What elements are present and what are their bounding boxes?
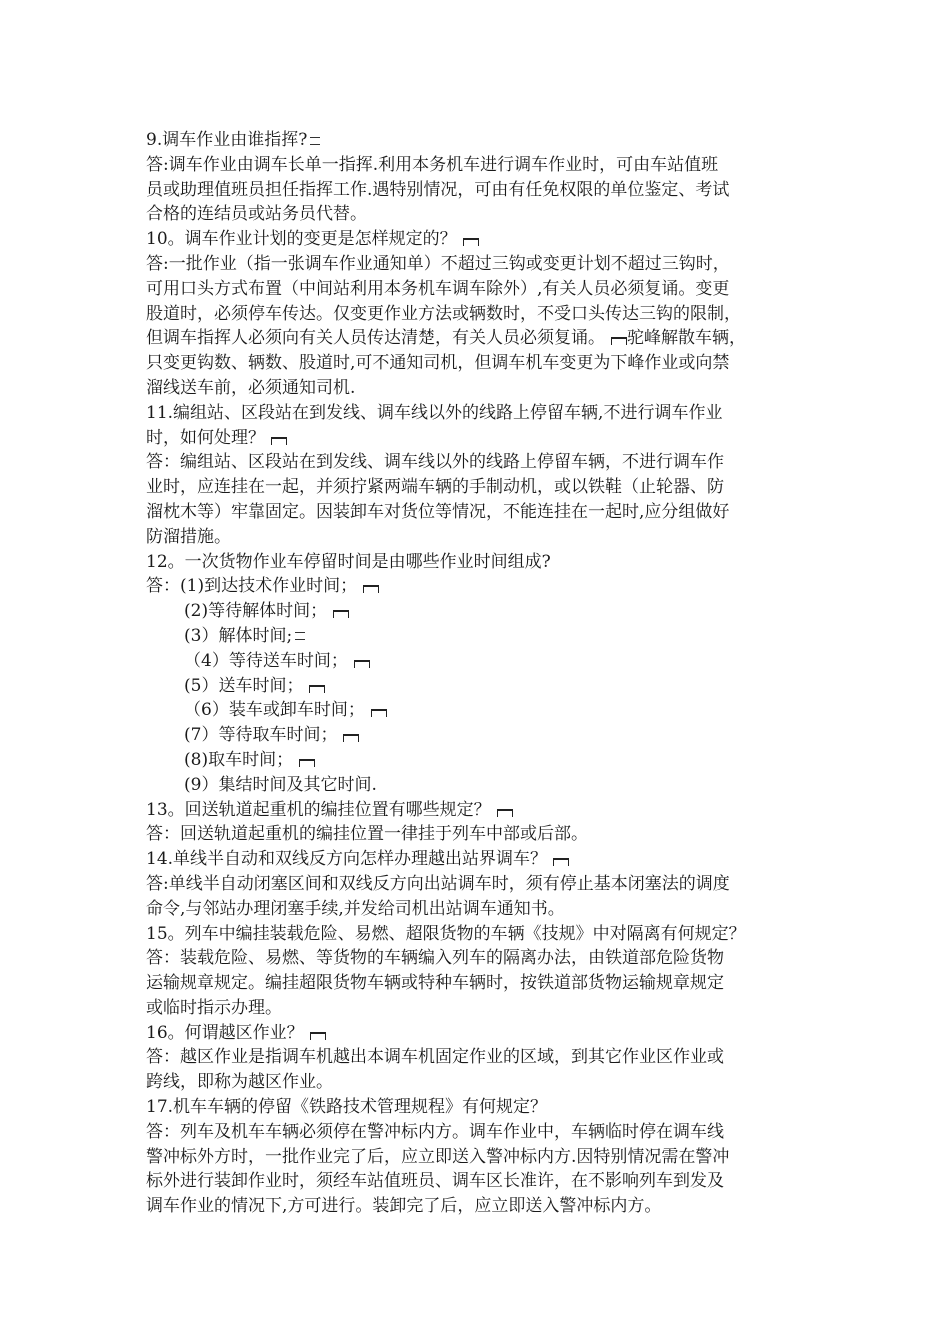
text-line [146,227,826,252]
text-line [146,1021,826,1046]
list-item: (9）集结时间及其它时间. [184,774,377,795]
return-mark-icon [310,1032,326,1040]
text-line: 答：越区作业是指调车机越出本调车机固定作业的区域，到其它作业区作业或 [146,1047,724,1068]
text-line: 溜线送车前，必须通知司机. [146,377,356,398]
question-13: 13。回送轨道起重机的编挂位置有哪些规定？ [146,799,491,820]
text-line [146,128,826,153]
text-line: 防溜措施。 [146,526,231,547]
return-mark-icon [363,585,379,593]
text-line: 运输规章规定。编挂超限货物车辆或特种车辆时，按铁道部货物运输规章规定 [146,973,724,994]
list-item: （6）装车或卸车时间； [146,698,826,723]
question-9: 9.调车作业由谁指挥? [146,130,308,150]
text-line: 合格的连结员或站务员代替。 [146,204,367,225]
list-item: （4）等待送车时间； [146,649,826,674]
text-line: 答:调车作业由调车长单一指挥.利用本务机车进行调车作业时，可由车站值班 [146,154,719,175]
text-line [146,847,826,872]
return-mark-icon [343,734,359,742]
document-body [146,128,826,1219]
text-line: 12。一次货物作业车停留时间是由哪些作业时间组成? [146,551,551,572]
return-mark-icon [354,660,370,668]
text-line: 或临时指示办理。 [146,997,282,1018]
text-line: 答：编组站、区段站在到发线、调车线以外的线路上停留车辆，不进行调车作 [146,452,724,473]
return-mark-icon [611,337,627,345]
text-line: 标外进行装卸作业时，须经车站值班员、调车区长准许，在不影响列车到发及 [146,1171,724,1192]
text-line: 命令,与邻站办理闭塞手续,并发给司机出站调车通知书。 [146,898,565,919]
return-mark-icon [271,437,287,445]
edit-mark-icon [310,137,320,145]
text-line: 时，如何处理？ [146,426,826,451]
text-line: 答：列车及机车车辆必须停在警冲标内方。调车作业中，车辆临时停在调车线 [146,1121,724,1142]
text-line: 答：回送轨道起重机的编挂位置一律挂于列车中部或后部。 [146,824,588,845]
edit-mark-icon [295,632,305,640]
text-line [146,798,826,823]
return-mark-icon [309,685,325,693]
question-14: 14.单线半自动和双线反方向怎样办理越出站界调车？ [146,849,548,870]
text-line: 股道时，必须停车传达。仅变更作业方法或辆数时，不受口头传达三钩的限制， [146,303,741,324]
text-line: 答:一批作业（指一张调车作业通知单）不超过三钩或变更计划不超过三钩时， [146,253,730,274]
question-16: 16。何谓越区作业？ [146,1022,304,1043]
list-item: (7）等待取车时间； [146,723,826,748]
list-item: (2)等待解体时间； [146,599,826,624]
return-mark-icon [463,238,479,246]
text-line: 调车作业的情况下,方可进行。装卸完了后，应立即送入警冲标内方。 [146,1196,662,1217]
text-line: 答：(1)到达技术作业时间； [146,574,826,599]
text-line: 警冲标外方时，一批作业完了后，应立即送入警冲标内方.因特别情况需在警冲 [146,1146,730,1167]
text-line: 但调车指挥人必须向有关人员传达清楚，有关人员必须复诵。 驼峰解散车辆， [146,328,746,349]
list-item: (3）解体时间; [146,624,826,649]
text-line: 11.编组站、区段站在到发线、调车线以外的线路上停留车辆,不进行调车作业 [146,402,723,423]
text-line: 17.机车车辆的停留《铁路技术管理规程》有何规定？ [146,1097,548,1118]
question-10: 10。调车作业计划的变更是怎样规定的？ [146,229,457,250]
text-line: 答：装载危险、易燃、等货物的车辆编入列车的隔离办法，由铁道部危险货物 [146,948,724,969]
return-mark-icon [299,759,315,767]
return-mark-icon [497,809,513,817]
text-line: 只变更钩数、辆数、股道时,可不通知司机，但调车机车变更为下峰作业或向禁 [146,353,730,374]
text-line: 员或助理值班员担任指挥工作.遇特别情况，可由有任免权限的单位鉴定、考试 [146,179,730,200]
text-line: 溜枕木等）牢靠固定。因装卸车对货位等情况，不能连挂在一起时,应分组做好 [146,501,730,522]
text-line: 可用口头方式布置（中间站利用本务机车调车除外）,有关人员必须复诵。变更 [146,278,730,299]
return-mark-icon [371,709,387,717]
list-item: (8)取车时间； [146,748,826,773]
text-line: 跨线，即称为越区作业。 [146,1072,333,1093]
text-line: 答:单线半自动闭塞区间和双线反方向出站调车时，须有停止基本闭塞法的调度 [146,873,730,894]
return-mark-icon [553,858,569,866]
list-item: (5）送车时间； [146,674,826,699]
text-line: 15。列车中编挂装载危险、易燃、超限货物的车辆《技规》中对隔离有何规定？ [146,923,746,944]
return-mark-icon [333,610,349,618]
text-line: 业时，应连挂在一起，并须拧紧两端车辆的手制动机，或以铁鞋（止轮器、防 [146,477,724,498]
